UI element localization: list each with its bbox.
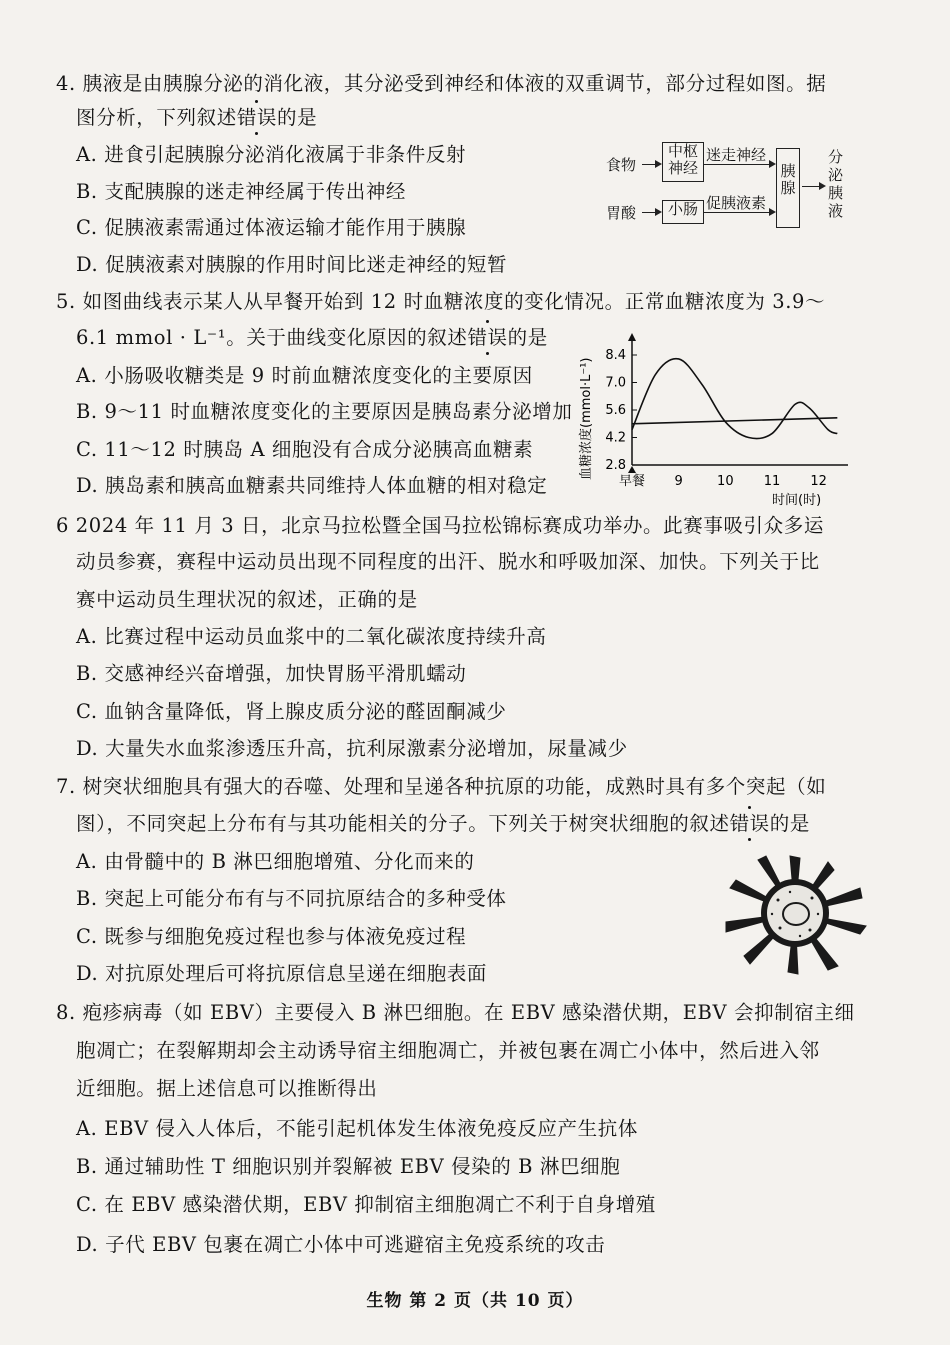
y-tick-label: 8.4 — [605, 348, 626, 363]
q7-line1: 7. 树突状细胞具有强大的吞噬、处理和呈递各种抗原的功能，成熟时具有多个突起（如 — [56, 775, 827, 798]
q7-emphasis: 错误 — [729, 812, 770, 835]
y-tick-label: 5.6 — [605, 403, 626, 418]
q4-stem-line2 — [76, 106, 317, 130]
breakfast-marker — [628, 466, 636, 473]
q4-stem-end: 的是 — [277, 106, 318, 129]
y-tick-label: 7.0 — [605, 375, 626, 391]
blood-glucose-chart — [572, 320, 862, 510]
q5-stem-line2 — [76, 326, 548, 350]
q7-option-b: B. 突起上可能分布有与不同抗原结合的多种受体 — [76, 887, 507, 910]
q4-option-a: A. 进食引起胰腺分泌消化液属于非条件反射 — [76, 143, 467, 166]
q5-option-a: A. 小肠吸收糖类是 9 时前血糖浓度变化的主要原因 — [76, 364, 533, 387]
secretin-label: 促胰液素 — [706, 194, 767, 212]
x-tick-label: 9 — [674, 474, 683, 489]
chart-xlabel: 时间(时) — [772, 493, 822, 508]
q4-option-d: D. 促胰液素对胰腺的作用时间比迷走神经的短暂 — [76, 253, 508, 276]
q8-option-c: C. 在 EBV 感染潜伏期，EBV 抑制宿主细胞凋亡不利于自身增殖 — [76, 1193, 656, 1216]
arrow-food — [642, 164, 660, 165]
arrow-secrete — [802, 186, 824, 187]
vagus-label: 迷走神经 — [706, 146, 767, 164]
y-tick-label: 2.8 — [605, 458, 626, 473]
q4-option-b: B. 支配胰腺的迷走神经属于传出神经 — [76, 180, 407, 203]
q7-option-d: D. 对抗原处理后可将抗原信息呈递在细胞表面 — [76, 962, 488, 985]
q6-line1: 6 2024 年 11 月 3 日，北京马拉松暨全国马拉松锦标赛成功举办。此赛事吸引众多运 — [56, 514, 824, 537]
center-nerve-box: 中枢神经 — [662, 142, 704, 182]
acid-label: 胃酸 — [606, 204, 637, 222]
q6-option-c: C. 血钠含量降低，肾上腺皮质分泌的醛固酮减少 — [76, 700, 507, 723]
q8-line3: 近细胞。据上述信息可以推断得出 — [76, 1077, 378, 1100]
arrow-acid — [642, 212, 660, 213]
q5-stem-end: 的是 — [507, 326, 548, 349]
y-axis-arrow — [628, 333, 636, 341]
q7-option-a: A. 由骨髓中的 B 淋巴细胞增殖、分化而来的 — [76, 850, 475, 873]
q5-stem-line1: 5. 如图曲线表示某人从早餐开始到 12 时血糖浓度的变化情况。正常血糖浓度为 3.9～ — [56, 290, 826, 313]
pancreas-box: 胰腺 — [776, 148, 800, 228]
glucose-curve — [632, 359, 837, 439]
q4-stem-line1: 4. 胰液是由胰腺分泌的消化液，其分泌受到神经和体液的双重调节，部分过程如图。据 — [56, 72, 827, 95]
q5-emphasis: 错误 — [467, 326, 508, 349]
q8-option-d: D. 子代 EBV 包裹在凋亡小体中可逃避宿主免疫系统的攻击 — [76, 1233, 606, 1256]
q7-line2 — [76, 812, 810, 836]
q8-option-a: A. EBV 侵入人体后，不能引起机体发生体液免疫反应产生抗体 — [76, 1117, 638, 1140]
chart-ylabel: 血糖浓度(mmol·L⁻¹) — [579, 357, 594, 480]
q7-option-c: C. 既参与细胞免疫过程也参与体液免疫过程 — [76, 925, 467, 948]
q6-line3: 赛中运动员生理状况的叙述，正确的是 — [76, 588, 418, 611]
q4-emphasis: 错误 — [236, 106, 278, 129]
y-tick-label: 4.2 — [605, 430, 626, 446]
dendritic-cell-illustration — [720, 848, 870, 978]
q6-line2: 动员参赛，赛程中运动员出现不同程度的出汗、脱水和呼吸加深、加快。下列关于比 — [76, 550, 820, 573]
q8-line1: 8. 疱疹病毒（如 EBV）主要侵入 B 淋巴细胞。在 EBV 感染潜伏期，EBV 会抑制宿主细 — [56, 1001, 855, 1024]
q7-stem-end: 的是 — [769, 812, 810, 835]
q4-option-c: C. 促胰液素需通过体液运输才能作用于胰腺 — [76, 216, 467, 239]
q5-option-d: D. 胰岛素和胰高血糖素共同维持人体血糖的相对稳定 — [76, 474, 548, 497]
reference-line — [632, 418, 837, 424]
q4-flow-diagram — [596, 140, 856, 230]
arrow-vagus — [704, 164, 774, 165]
q4-stem-text: 图分析，下列叙述 — [76, 106, 237, 129]
q5-option-c: C. 11～12 时胰岛 A 细胞没有合成分泌胰高血糖素 — [76, 438, 534, 461]
q5-option-b: B. 9～11 时血糖浓度变化的主要原因是胰岛素分泌增加 — [76, 400, 573, 423]
x-tick-label: 10 — [717, 474, 734, 489]
page-footer: 生物 第 2 页（共 10 页） — [366, 1291, 584, 1311]
q8-line2: 胞凋亡；在裂解期却会主动诱导宿主细胞凋亡，并被包裹在凋亡小体中，然后进入邻 — [76, 1039, 820, 1062]
arrow-secretin — [704, 212, 774, 213]
q7-stem-text: 图），不同突起上分布有与其功能相关的分子。下列关于树突状细胞的叙述 — [76, 812, 730, 835]
secrete-label: 分泌胰液 — [828, 148, 844, 220]
intestine-box: 小肠 — [662, 200, 704, 224]
q6-option-d: D. 大量失水血浆渗透压升高，抗利尿激素分泌增加，尿量减少 — [76, 737, 628, 760]
food-label: 食物 — [606, 156, 637, 174]
x-tick-label: 12 — [810, 474, 827, 489]
x-tick-label: 早餐 — [618, 474, 646, 489]
q6-option-b: B. 交感神经兴奋增强，加快胃肠平滑肌蠕动 — [76, 662, 467, 685]
x-tick-label: 11 — [763, 474, 781, 489]
q8-option-b: B. 通过辅助性 T 细胞识别并裂解被 EBV 侵染的 B 淋巴细胞 — [76, 1155, 621, 1178]
q5-stem-text: 6.1 mmol · L⁻¹。关于曲线变化原因的叙述 — [76, 326, 468, 349]
q6-option-a: A. 比赛过程中运动员血浆中的二氧化碳浓度持续升高 — [76, 625, 547, 648]
